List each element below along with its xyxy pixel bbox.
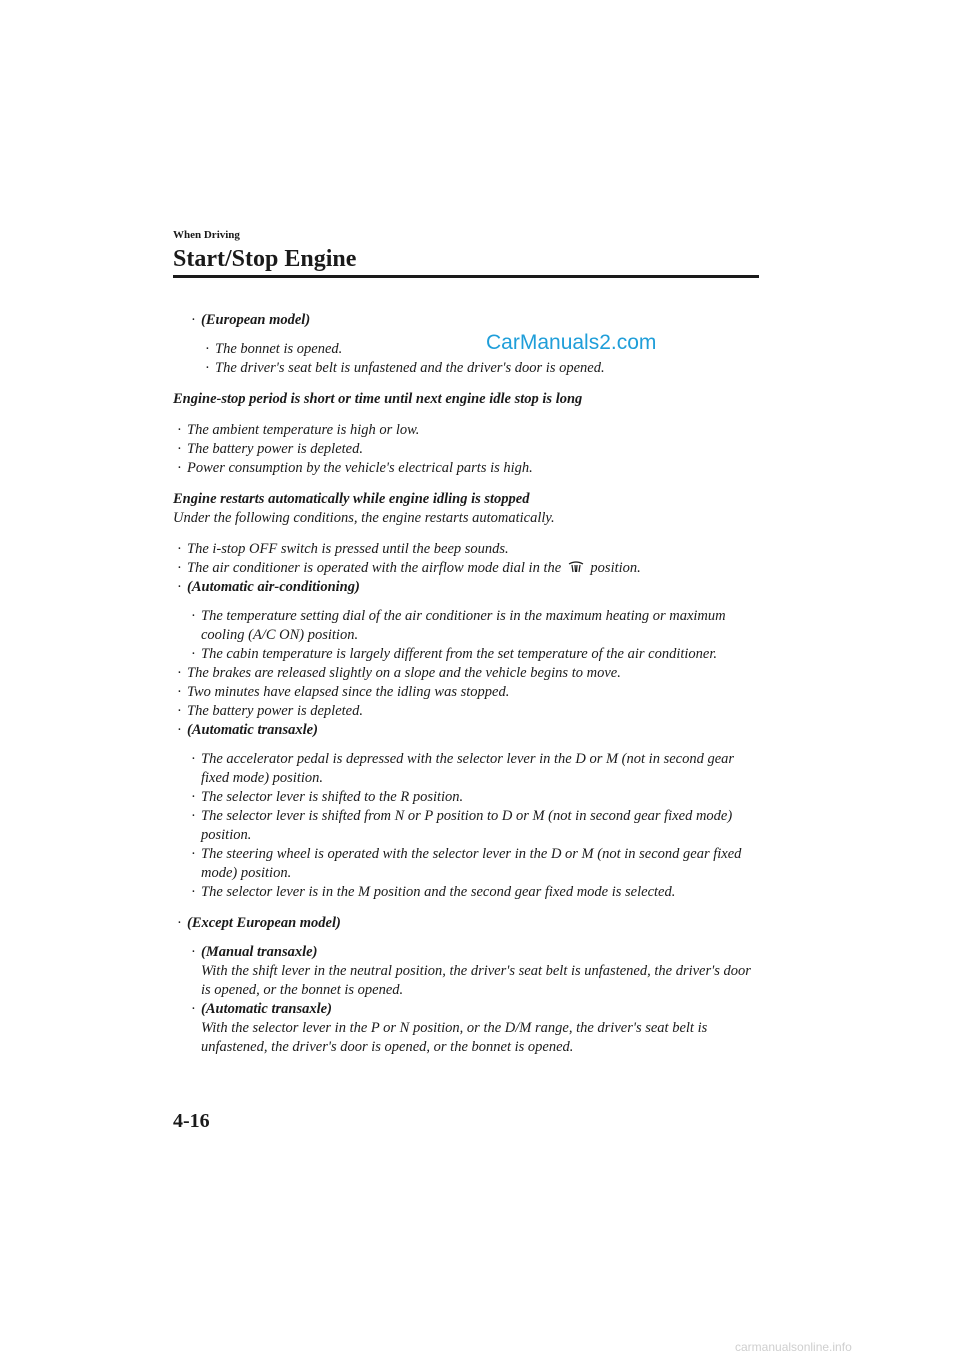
list-item: · Two minutes have elapsed since the idling was stopped.: [177, 684, 510, 700]
bullet-icon: ·: [191, 312, 196, 328]
list-item: · (Automatic transaxle) With the selector lever in the P or N position, or the D/M range, the driver's seat belt is unfastened, the driver's door is opened, or the bonnet is opened.: [191, 1001, 708, 1055]
bullet-icon: ·: [205, 360, 210, 376]
bullet-icon: ·: [191, 808, 196, 824]
list-item: · The battery power is depleted.: [177, 441, 363, 457]
list-item: · (Manual transaxle) With the shift lever in the neutral position, the driver's seat belt is unfastened, the driver's door is opened, or the bonnet is opened.: [191, 944, 751, 998]
section-heading-short: Engine-stop period is short or time until next engine idle stop is long: [173, 391, 583, 407]
bullet-icon: ·: [177, 560, 182, 576]
list-item: · The temperature setting dial of the air conditioner is in the maximum heating or maximum cooling (A/C ON) position.: [191, 608, 726, 643]
list-item: · The selector lever is shifted from N or P position to D or M (not in second gear fixed mode) position.: [191, 808, 733, 843]
list-item: · (Automatic transaxle): [177, 722, 318, 738]
bullet-icon: ·: [177, 422, 182, 438]
list-item: · The bonnet is opened.: [205, 341, 343, 357]
list-item: · The steering wheel is operated with the selector lever in the D or M (not in second gear fixed mode) position.: [191, 846, 742, 881]
list-item: · The selector lever is in the M position and the second gear fixed mode is selected.: [191, 884, 676, 900]
watermark-bottom: carmanualsonline.info: [735, 1340, 852, 1354]
list-item: · (Automatic air-conditioning): [177, 579, 360, 595]
list-item: · The driver's seat belt is unfastened and the driver's door is opened.: [205, 360, 605, 376]
section-label: When Driving: [173, 229, 240, 241]
page-title: Start/Stop Engine: [173, 246, 357, 272]
bullet-icon: ·: [191, 1001, 196, 1017]
bullet-icon: ·: [177, 665, 182, 681]
list-item: · The accelerator pedal is depressed with the selector lever in the D or M (not in second gear fixed mode) position.: [191, 751, 735, 786]
list-item: · Power consumption by the vehicle's electrical parts is high.: [177, 460, 533, 476]
list-item: · The air conditioner is operated with the airflow mode dial in the position.: [177, 560, 641, 576]
bullet-icon: ·: [191, 846, 196, 862]
bullet-icon: ·: [177, 579, 182, 595]
bullet-icon: ·: [191, 751, 196, 767]
bullet-icon: ·: [177, 441, 182, 457]
bullet-icon: ·: [191, 944, 196, 960]
bullet-icon: ·: [191, 608, 196, 624]
list-item: · The i-stop OFF switch is pressed until the beep sounds.: [177, 541, 509, 557]
bullet-icon: ·: [177, 684, 182, 700]
main-content: [173, 311, 763, 1057]
bullet-icon: ·: [191, 646, 196, 662]
list-item: · The selector lever is shifted to the R position.: [191, 789, 464, 805]
european-model-label: (European model): [201, 312, 311, 328]
bullet-icon: ·: [177, 541, 182, 557]
defroster-airflow-icon: [567, 560, 585, 574]
bullet-icon: ·: [177, 460, 182, 476]
list-item: · The brakes are released slightly on a slope and the vehicle begins to move.: [177, 665, 621, 681]
bullet-icon: ·: [177, 703, 182, 719]
header-rule: [173, 275, 759, 278]
page-header: [173, 229, 357, 272]
list-item: · The ambient temperature is high or low.: [177, 422, 420, 438]
bullet-icon: ·: [205, 341, 210, 357]
list-item: · The battery power is depleted.: [177, 703, 363, 719]
page-number: 4-16: [173, 1110, 210, 1132]
list-item: [187, 311, 763, 330]
bullet-icon: ·: [177, 722, 182, 738]
restart-intro: Under the following conditions, the engine restarts automatically.: [173, 510, 555, 526]
list-item: · (Except European model): [177, 915, 341, 931]
watermark-top: CarManuals2.com: [486, 331, 657, 354]
bullet-icon: ·: [191, 789, 196, 805]
bullet-icon: ·: [191, 884, 196, 900]
section-heading-restart: Engine restarts automatically while engine idling is stopped: [173, 491, 530, 507]
list-item: · The cabin temperature is largely different from the set temperature of the air conditioner.: [191, 646, 718, 662]
bullet-icon: ·: [177, 915, 182, 931]
